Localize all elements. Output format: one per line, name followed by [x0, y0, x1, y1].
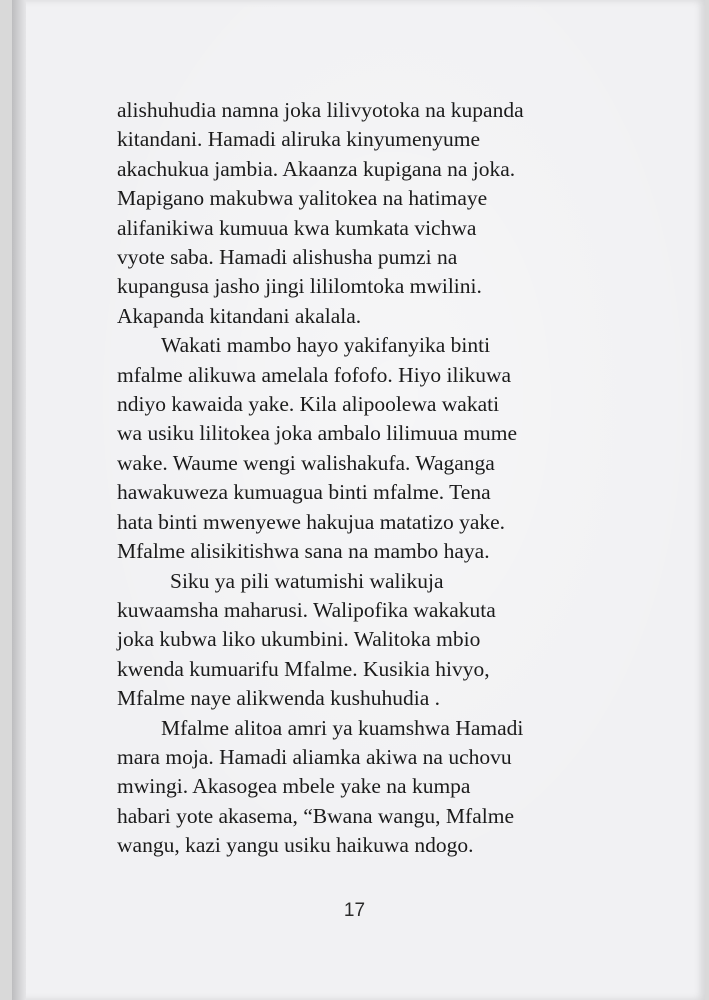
text-line: kitandani. Hamadi aliruka kinyumenyume — [117, 127, 481, 152]
text-line: mwingi. Akasogea mbele yake na kumpa — [117, 774, 471, 799]
text-line: joka kubwa liko ukumbini. Walitoka mbio — [117, 627, 481, 652]
text-line: hawakuweza kumuagua binti mfalme. Tena — [117, 480, 491, 505]
text-line: Akapanda kitandani akalala. — [117, 303, 362, 328]
text-line: alifanikiwa kumuua kwa kumkata vichwa — [117, 215, 477, 240]
page-text — [117, 96, 597, 861]
text-line: Mfalme alitoa amri ya kuamshwa Hamadi — [161, 715, 524, 740]
text-line: Mfalme alisikitishwa sana na mambo haya. — [117, 539, 490, 564]
text-line: alishuhudia namna joka lilivyotoka na kupanda — [117, 98, 524, 122]
text-line: vyote saba. Hamadi alishusha pumzi na — [117, 245, 458, 270]
paragraph-3 — [117, 567, 597, 714]
text-line: Wakati mambo hayo yakifanyika binti — [161, 333, 491, 358]
text-line: habari yote akasema, “Bwana wangu, Mfalme — [117, 803, 514, 828]
page-spine-shadow — [12, 0, 26, 1000]
text-line: Mfalme naye alikwenda kushuhudia . — [117, 686, 441, 711]
text-line: hata binti mwenyewe hakujua matatizo yake. — [117, 509, 506, 534]
text-line: Siku ya pili watumishi walikuja — [170, 568, 444, 593]
text-line: ndiyo kawaida yake. Kila alipoolewa wakati — [117, 392, 500, 417]
text-line: kwenda kumuarifu Mfalme. Kusikia hivyo, — [117, 656, 490, 681]
page-number: 17 — [343, 900, 366, 921]
paragraph-1 — [117, 96, 597, 331]
paragraph-4 — [117, 714, 597, 861]
text-line: akachukua jambia. Akaanza kupigana na joka. — [117, 156, 516, 181]
text-line: kupangusa jasho jingi lililomtoka mwilini. — [117, 274, 482, 299]
paragraph-2 — [117, 331, 597, 566]
text-line: Mapigano makubwa yalitokea na hatimaye — [117, 186, 488, 211]
text-line: wake. Waume wengi walishakufa. Waganga — [117, 450, 495, 475]
text-line: kuwaamsha maharusi. Walipofika wakakuta — [117, 597, 496, 622]
text-line: mara moja. Hamadi aliamka akiwa na uchovu — [117, 744, 512, 769]
text-line: wangu, kazi yangu usiku haikuwa ndogo. — [117, 833, 474, 858]
text-line: mfalme alikuwa amelala fofofo. Hiyo ilikuwa — [117, 362, 512, 387]
text-line: wa usiku lilitokea joka ambalo lilimuua mume — [117, 421, 518, 446]
